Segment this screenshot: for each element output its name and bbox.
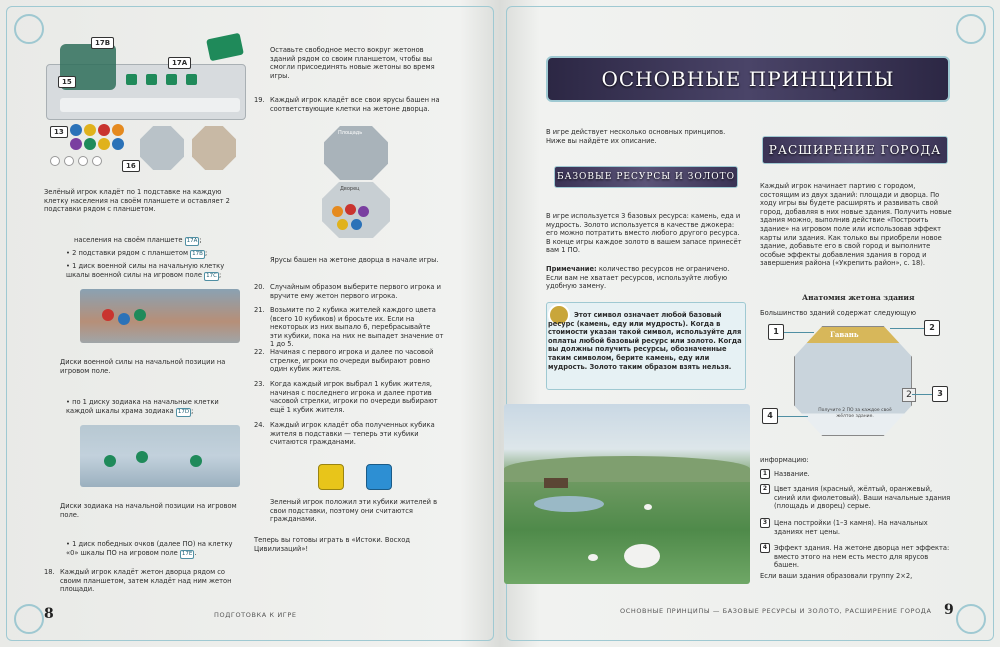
anatomy-subtitle: Большинство зданий содержат следующую bbox=[760, 309, 916, 317]
landscape-image bbox=[504, 404, 750, 584]
stand-icon bbox=[186, 74, 197, 85]
footer-left: ПОДГОТОВКА К ИГРЕ bbox=[214, 611, 297, 619]
corner-ornament-icon bbox=[956, 14, 986, 44]
tile-effect: Получите 2 ПО за каждое своё жёлтое здание. bbox=[818, 408, 892, 419]
list-marker-4: 4 bbox=[760, 543, 770, 553]
tower-tier-icon bbox=[332, 206, 343, 217]
label-13: 13 bbox=[50, 126, 68, 138]
callout-2: 2 bbox=[924, 320, 940, 336]
tower-tier-icon bbox=[358, 206, 369, 217]
label-17a: 17A bbox=[168, 57, 191, 69]
intro-text: В игре действует несколько основных принципов. Ниже вы найдёте их описание. bbox=[546, 128, 726, 145]
corner-ornament-icon bbox=[956, 604, 986, 634]
resources-text: В игре используется 3 базовых ресурса: камень, еда и мудрость. Золото используется в качестве джокера: его можно потратить вместо любого другого ресурса. В конце игры каждое золото в вашем запасе принесёт вам 1 ПО. bbox=[546, 212, 742, 255]
bullet-stands: • 2 подставки рядом с планшетом 17В ; bbox=[66, 249, 208, 257]
caption-military: Диски военной силы на начальной позиции на игровом поле. bbox=[60, 358, 226, 375]
list-marker-2: 2 bbox=[760, 484, 770, 494]
caption-dice: Зеленый игрок положил эти кубики жителей в свои подставки, поэтому они считаются гражданами. bbox=[270, 498, 438, 524]
disc-icon bbox=[70, 138, 82, 150]
palace-tile-name: Дворец bbox=[340, 186, 360, 192]
label-15: 15 bbox=[58, 76, 76, 88]
square-tile bbox=[192, 126, 236, 170]
step-21-number: 21. bbox=[254, 306, 265, 314]
list-marker-1: 1 bbox=[760, 469, 770, 479]
zodiac-disc-icon bbox=[64, 156, 74, 166]
disc-icon bbox=[98, 138, 110, 150]
section-city-heading: РАСШИРЕНИЕ ГОРОДА bbox=[762, 136, 948, 164]
step-18-number: 18. bbox=[44, 568, 55, 576]
caption-towers: Ярусы башен на жетоне дворца в начале игры. bbox=[270, 256, 439, 264]
ref-tag-17e: 17E bbox=[181, 550, 193, 557]
step-20: Случайным образом выберите первого игрока и вручите ему жетон первого игрока. bbox=[270, 283, 441, 300]
stand-icon bbox=[126, 74, 137, 85]
info-3: Цена постройки (1–3 камня). На начальных зданиях нет цены. bbox=[774, 519, 928, 536]
info-label: информацию: bbox=[760, 456, 809, 464]
label-16: 16 bbox=[122, 160, 140, 172]
step-18: Каждый игрок кладёт жетон дворца рядом со своим планшетом, затем кладёт над ним жетон площади. bbox=[60, 568, 232, 594]
last-line: Если ваши здания образовали группу 2×2, bbox=[760, 572, 913, 580]
stand-icon bbox=[166, 74, 177, 85]
ready-line: Теперь вы готовы играть в «Истоки. Восход Цивилизаций»! bbox=[254, 536, 410, 553]
c2-intro: Оставьте свободное место вокруг жетонов зданий рядом со своим планшетом, чтобы вы смогли присоединять новые жетоны во время игры. bbox=[270, 46, 435, 80]
ref-tag-17a: 17А bbox=[186, 238, 198, 244]
zodiac-disc-icon bbox=[78, 156, 88, 166]
tower-tier-icon bbox=[351, 219, 362, 230]
step-22: Начиная с первого игрока и далее по часовой стрелке, игроки по очереди выбирают ровно один кубик жителя. bbox=[270, 348, 434, 374]
step-24: Каждый игрок кладёт оба полученных кубика жителя в подставки — теперь эти кубики считаются гражданами. bbox=[270, 421, 435, 447]
military-track-image bbox=[80, 289, 240, 343]
info-4: Эффект здания. На жетоне дворца нет эффекта: вместо этого на нем есть место для ярусов башен. bbox=[774, 544, 950, 570]
sheep-icon bbox=[644, 504, 652, 510]
disc-icon bbox=[112, 124, 124, 136]
list-marker-3: 3 bbox=[760, 518, 770, 528]
bullet-zodiac: • по 1 диску зодиака на начальные клетки каждой шкалы храма зодиака 17D ; bbox=[66, 398, 219, 415]
step-19: Каждый игрок кладёт все свои ярусы башен на соответствующие клетки на жетоне дворца. bbox=[270, 96, 440, 113]
callout-1: 1 bbox=[768, 324, 784, 340]
bullet-military: • 1 диск военной силы на начальную клетку шкалы военной силы на игровом поле 17С ; bbox=[66, 262, 225, 279]
disc-icon bbox=[70, 124, 82, 136]
caption-zodiac: Диски зодиака на начальной позиции на игровом поле. bbox=[60, 502, 237, 519]
step-24-number: 24. bbox=[254, 421, 265, 429]
left-paragraph-1: Зелёный игрок кладёт по 1 подставке на каждую клетку населения на своём планшете и оставляет 2 подставки рядом с планшетом. bbox=[44, 188, 230, 214]
board-track bbox=[60, 98, 240, 112]
step-20-number: 20. bbox=[254, 283, 265, 291]
note-text: Примечание: количество ресурсов не ограничено. Если вам не хватает ресурсов, используйте любую удобную замену. bbox=[546, 265, 730, 291]
section-resources-heading: БАЗОВЫЕ РЕСУРСЫ И ЗОЛОТО bbox=[554, 166, 738, 188]
ref-tag-17b: 17В bbox=[192, 251, 203, 257]
corner-ornament-icon bbox=[14, 604, 44, 634]
callout-4: 4 bbox=[762, 408, 778, 424]
disc-icon bbox=[84, 124, 96, 136]
tile-building-name: Гавань bbox=[830, 330, 859, 339]
plaza-tile-name: Площадь bbox=[338, 130, 363, 136]
population-line: населения на своём планшете 17А ; bbox=[74, 236, 202, 244]
corner-ornament-icon bbox=[14, 14, 44, 44]
step-23: Когда каждый игрок выбрал 1 кубик жителя, начиная с последнего игрока и далее против часовой стрелки, игроки по очереди выбирают ещё 1 кубик жителя. bbox=[270, 380, 438, 414]
callout-line bbox=[778, 416, 808, 417]
bullet-vp: • 1 диск победных очков (далее ПО) на клетку «0» шкалы ПО на игровом поле 17E . bbox=[66, 540, 233, 557]
wildcard-text: Этот символ означает любой базовый ресурс (камень, еду или мудрость). Когда в стоимости указан такой символ, используйте для оплаты любой базовый ресурс или золото. Когда вы должны получить ресурсы, обозначенные таким символом, берите камень, еду или мудрость. Золото таким образом взять нельзя. bbox=[548, 311, 742, 371]
building-tile bbox=[794, 326, 912, 436]
callout-3: 3 bbox=[932, 386, 948, 402]
zodiac-disc-icon bbox=[50, 156, 60, 166]
label-17b: 17B bbox=[91, 37, 114, 49]
zodiac-disc-icon bbox=[92, 156, 102, 166]
yellow-die-icon bbox=[318, 464, 344, 490]
zodiac-track-image bbox=[80, 425, 240, 487]
palace-tile bbox=[140, 126, 184, 170]
sheep-icon bbox=[624, 544, 660, 568]
page-number-right: 9 bbox=[944, 602, 954, 618]
disc-icon bbox=[98, 124, 110, 136]
callout-line bbox=[912, 394, 932, 395]
info-2: Цвет здания (красный, жёлтый, оранжевый, синий или фиолетовый). Ваши начальные здания (площадь и дворец) серые. bbox=[774, 485, 951, 511]
page-title: ОСНОВНЫЕ ПРИНЦИПЫ bbox=[546, 56, 950, 102]
city-text: Каждый игрок начинает партию с городом, состоящим из двух зданий: площади и дворца. По ходу игры вы будете расширять и развивать свой город, добавляя в них новые здания. Получить новые здания можно, выполнив действие «Построить здание» на игровом поле или использовав эффект карты или здания. Как только вы приобрели новое здание, добавьте его в свой город и выполните особые эффекты добавления здания в город и завершения района («Укрепить район», с. 18). bbox=[760, 182, 952, 268]
tower-tier-icon bbox=[345, 204, 356, 215]
anatomy-title: Анатомия жетона здания bbox=[802, 293, 915, 302]
blue-die-icon bbox=[366, 464, 392, 490]
tower-tier-icon bbox=[337, 219, 348, 230]
tile-cost: 2 bbox=[902, 388, 916, 402]
step-19-number: 19. bbox=[254, 96, 265, 104]
step-23-number: 23. bbox=[254, 380, 265, 388]
disc-icon bbox=[84, 138, 96, 150]
stand-icon bbox=[146, 74, 157, 85]
footer-right: ОСНОВНЫЕ ПРИНЦИПЫ — БАЗОВЫЕ РЕСУРСЫ И ЗОЛОТО, РАСШИРЕНИЕ ГОРОДА bbox=[620, 607, 932, 615]
page-number-left: 8 bbox=[44, 606, 54, 622]
ref-tag-17c: 17С bbox=[206, 272, 217, 279]
callout-line bbox=[784, 332, 814, 333]
ref-tag-17d: 17D bbox=[177, 408, 190, 415]
step-22-number: 22. bbox=[254, 348, 265, 356]
disc-icon bbox=[112, 138, 124, 150]
callout-line bbox=[890, 328, 924, 329]
sheep-icon bbox=[588, 554, 598, 561]
info-1: Название. bbox=[774, 470, 810, 478]
step-21: Возьмите по 2 кубика жителей каждого цвета (всего 10 кубиков) и бросьте их. Если на некоторых из них выпало 6, перебрасывайте эти кубики, пока на них не выпадет значение от 1 до 5. bbox=[270, 306, 444, 349]
